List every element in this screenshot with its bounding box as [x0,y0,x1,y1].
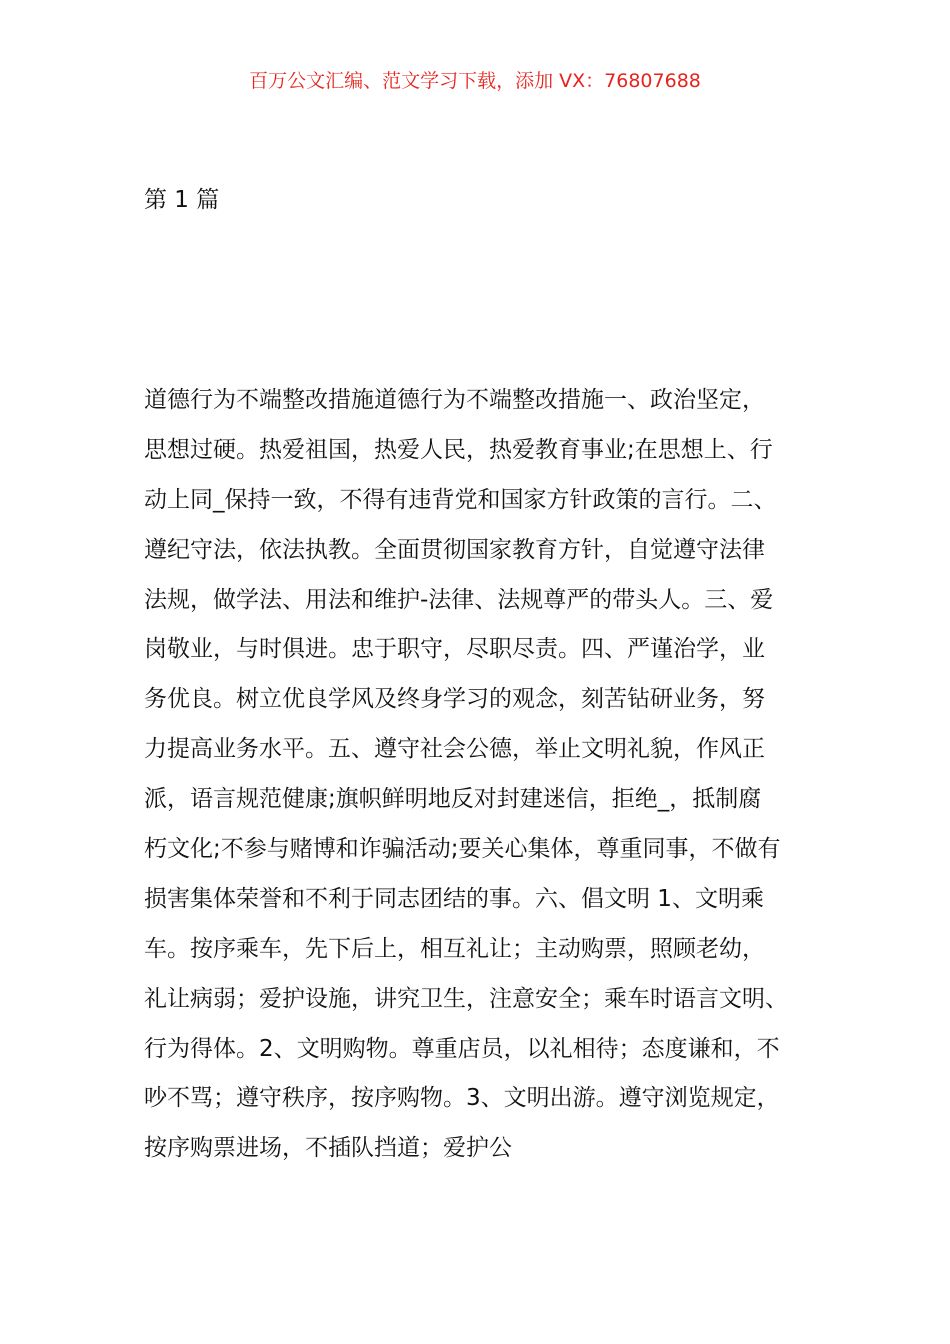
text-line: 思想过硬。热爱祖国，热爱人民，热爱教育事业;在思想上、行 [144,436,773,463]
text-line: 力提高业务水平。五、遵守社会公德，举止文明礼貌，作风正 [144,736,765,763]
text-line: 岗敬业，与时俱进。忠于职守，尽职尽责。四、严谨治学，业 [144,636,765,663]
text-line: 按序购票进场，不插队挡道；爱护公 [144,1135,512,1162]
text-line: 车。按序乘车，先下后上，相互礼让；主动购票，照顾老幼， [144,935,765,962]
text-line: 行为得体。2、文明购物。尊重店员，以礼相待；态度谦和，不 [144,1035,780,1062]
text-line: 损害集体荣誉和不利于同志团结的事。六、倡文明 1、文明乘 [144,885,764,912]
document-title: 第 1 篇 [144,187,220,213]
text-line: 动上同_保持一致，不得有违背党和国家方针政策的言行。二、 [144,486,777,513]
text-line: 礼让病弱；爱护设施，讲究卫生，注意安全；乘车时语言文明、 [144,985,788,1012]
body-paragraph [144,376,814,1174]
text-line: 派，语言规范健康;旗帜鲜明地反对封建迷信，拒绝_，抵制腐 [144,786,762,813]
text-line: 吵不骂；遵守秩序，按序购物。3、文明出游。遵守浏览规定， [144,1085,780,1112]
text-line: 朽文化;不参与赌博和诈骗活动;要关心集体，尊重同事，不做有 [144,836,781,863]
text-line: 道德行为不端整改措施道德行为不端整改措施一、政治坚定， [144,387,765,413]
text-line: 遵纪守法，依法执教。全面贯彻国家教育方针，自觉遵守法律 [144,536,765,563]
text-line: 务优良。树立优良学风及终身学习的观念，刻苦钻研业务，努 [144,686,765,713]
text-line: 法规，做学法、用法和维护-法律、法规尊严的带头人。三、爱 [144,586,774,613]
header-banner: 百万公文汇编、范文学习下载，添加 VX：76807688 [249,70,701,92]
